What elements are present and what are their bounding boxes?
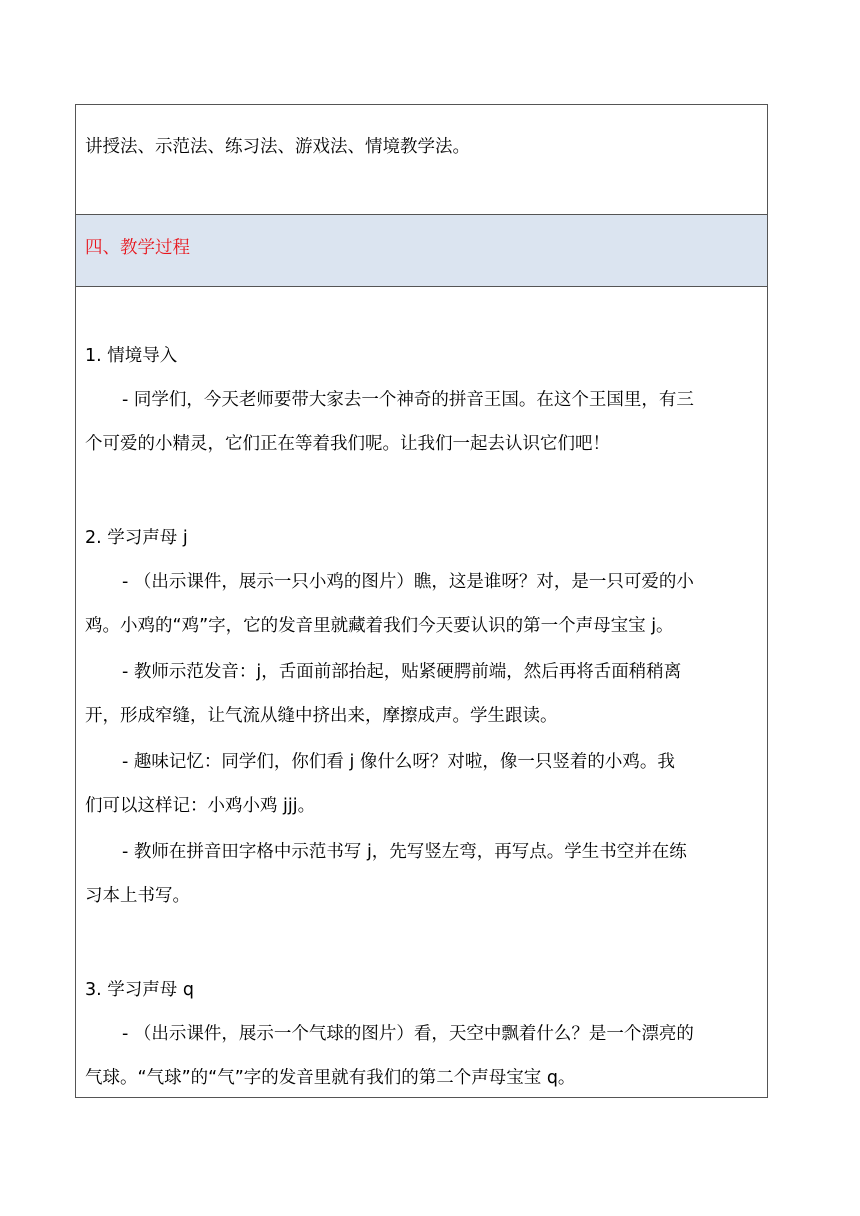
step-1-title: 1. 情境导入 [85, 346, 178, 366]
step-2-paragraph-4-line-2: 习本上书写。 [85, 886, 190, 906]
step-2-paragraph-4-line-1: - 教师在拼音田字格中示范书写 j，先写竖左弯，再写点。学生书空并在练 [122, 842, 687, 862]
step-1-paragraph-1-line-2: 个可爱的小精灵，它们正在等着我们呢。让我们一起去认识它们吧！ [85, 434, 610, 454]
section-heading-cell [76, 215, 767, 287]
step-1-paragraph-1-line-1: - 同学们，今天老师要带大家去一个神奇的拼音王国。在这个王国里，有三 [122, 390, 694, 410]
teaching-process-cell [76, 287, 767, 1097]
step-3-paragraph-1-line-2: 气球。“气球”的“气”字的发音里就有我们的第二个声母宝宝 q。 [85, 1068, 576, 1088]
step-3-paragraph-1-line-1: - （出示课件，展示一个气球的图片）看，天空中飘着什么？是一个漂亮的 [122, 1024, 694, 1044]
teaching-methods-text: 讲授法、示范法、练习法、游戏法、情境教学法。 [85, 137, 470, 157]
step-2-paragraph-1-line-2: 鸡。小鸡的“鸡”字，它的发音里就藏着我们今天要认识的第一个声母宝宝 j。 [85, 616, 674, 636]
lesson-plan-table [75, 104, 768, 1098]
teaching-methods-cell [76, 105, 767, 215]
step-2-paragraph-3-line-1: - 趣味记忆：同学们，你们看 j 像什么呀？对啦，像一只竖着的小鸡。我 [122, 752, 675, 772]
step-2-paragraph-2-line-2: 开，形成窄缝，让气流从缝中挤出来，摩擦成声。学生跟读。 [85, 706, 558, 726]
step-2-paragraph-1-line-1: - （出示课件，展示一只小鸡的图片）瞧，这是谁呀？对，是一只可爱的小 [122, 572, 694, 592]
step-2-paragraph-2-line-1: - 教师示范发音：j，舌面前部抬起，贴紧硬腭前端，然后再将舌面稍稍离 [122, 662, 682, 682]
step-3-title: 3. 学习声母 q [85, 980, 194, 1000]
section-heading: 四、教学过程 [85, 238, 190, 258]
step-2-paragraph-3-line-2: 们可以这样记：小鸡小鸡 jjj。 [85, 796, 316, 816]
step-2-title: 2. 学习声母 j [85, 528, 188, 548]
